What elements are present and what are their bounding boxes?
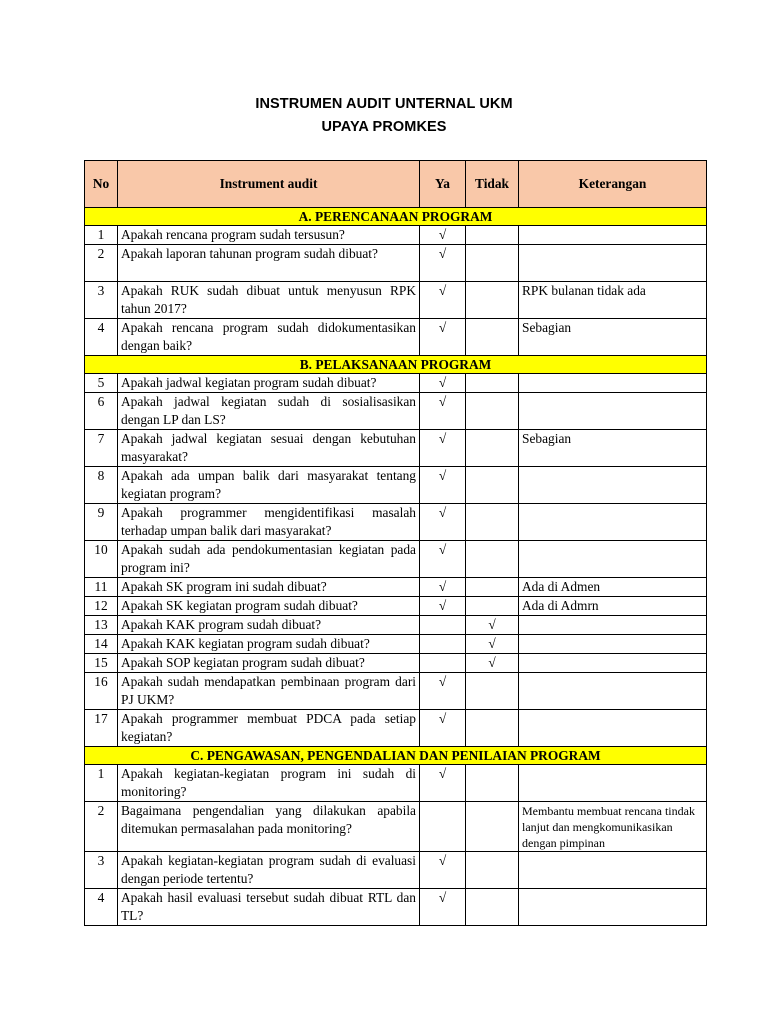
table-row [85,430,707,467]
row-keterangan [519,541,707,578]
row-ya-check: √ [420,597,466,616]
row-keterangan [519,852,707,889]
row-keterangan [519,226,707,245]
header-no: No [85,161,118,208]
row-number: 2 [85,802,118,852]
row-tidak-check [466,710,519,747]
row-tidak-check [466,765,519,802]
audit-table [84,160,707,926]
row-question: Apakah hasil evaluasi tersebut sudah dibuat RTL dan TL? [118,889,420,926]
row-question: Apakah KAK program sudah dibuat? [118,616,420,635]
table-header-row [85,161,707,208]
table-row [85,245,707,282]
row-keterangan [519,635,707,654]
table-row [85,802,707,852]
row-number: 10 [85,541,118,578]
row-tidak-check [466,282,519,319]
row-question: Apakah jadwal kegiatan sesuai dengan kebutuhan masyarakat? [118,430,420,467]
row-number: 3 [85,282,118,319]
table-row [85,710,707,747]
row-number: 16 [85,673,118,710]
table-row [85,852,707,889]
row-ya-check: √ [420,467,466,504]
row-number: 15 [85,654,118,673]
row-number: 11 [85,578,118,597]
row-question: Apakah RUK sudah dibuat untuk menyusun RPK tahun 2017? [118,282,420,319]
table-row [85,541,707,578]
row-tidak-check [466,226,519,245]
row-number: 4 [85,889,118,926]
row-keterangan [519,393,707,430]
table-row [85,226,707,245]
document-subtitle: UPAYA PROMKES [321,119,447,135]
header-tidak: Tidak [466,161,519,208]
row-number: 8 [85,467,118,504]
row-number: 14 [85,635,118,654]
row-question: Apakah sudah mendapatkan pembinaan program dari PJ UKM? [118,673,420,710]
row-ya-check: √ [420,710,466,747]
header-keterangan: Keterangan [519,161,707,208]
table-row [85,504,707,541]
row-tidak-check: √ [466,616,519,635]
section-header-row [85,356,707,374]
row-tidak-check [466,541,519,578]
section-title: C. PENGAWASAN, PENGENDALIAN DAN PENILAIAN PROGRAM [85,747,707,765]
row-ya-check: √ [420,374,466,393]
row-keterangan: Sebagian [519,430,707,467]
row-tidak-check [466,467,519,504]
row-number: 13 [85,616,118,635]
row-question: Apakah kegiatan-kegiatan program sudah di evaluasi dengan periode tertentu? [118,852,420,889]
row-number: 9 [85,504,118,541]
row-keterangan [519,374,707,393]
row-number: 3 [85,852,118,889]
row-ya-check: √ [420,226,466,245]
row-question: Apakah ada umpan balik dari masyarakat tentang kegiatan program? [118,467,420,504]
row-tidak-check [466,889,519,926]
row-keterangan [519,616,707,635]
table-row [85,319,707,356]
row-question: Apakah jadwal kegiatan sudah di sosialisasikan dengan LP dan LS? [118,393,420,430]
row-ya-check: √ [420,282,466,319]
table-row [85,374,707,393]
row-tidak-check [466,802,519,852]
row-tidak-check [466,504,519,541]
table-row [85,578,707,597]
table-row [85,635,707,654]
table-row [85,393,707,430]
row-tidak-check [466,319,519,356]
row-tidak-check [466,852,519,889]
row-ya-check: √ [420,578,466,597]
row-tidak-check [466,597,519,616]
table-row [85,654,707,673]
row-keterangan [519,710,707,747]
table-row [85,467,707,504]
row-question: Apakah SOP kegiatan program sudah dibuat? [118,654,420,673]
row-question: Apakah sudah ada pendokumentasian kegiatan pada program ini? [118,541,420,578]
row-question: Apakah programmer membuat PDCA pada setiap kegiatan? [118,710,420,747]
row-question: Apakah KAK kegiatan program sudah dibuat? [118,635,420,654]
row-ya-check [420,635,466,654]
section-header-row [85,747,707,765]
row-question: Apakah laporan tahunan program sudah dibuat? [118,245,420,282]
row-ya-check: √ [420,765,466,802]
row-ya-check: √ [420,541,466,578]
row-keterangan: Ada di Admen [519,578,707,597]
row-number: 7 [85,430,118,467]
row-number: 4 [85,319,118,356]
row-keterangan: Sebagian [519,319,707,356]
row-keterangan [519,673,707,710]
row-question: Bagaimana pengendalian yang dilakukan apabila ditemukan permasalahan pada monitoring? [118,802,420,852]
row-number: 5 [85,374,118,393]
row-keterangan [519,654,707,673]
row-ya-check [420,802,466,852]
row-number: 2 [85,245,118,282]
row-keterangan: Membantu membuat rencana tindak lanjut dan mengkomunikasikan dengan pimpinan [519,802,707,852]
document-title: INSTRUMEN AUDIT UNTERNAL UKM [255,96,513,112]
section-header-row [85,208,707,226]
row-tidak-check: √ [466,635,519,654]
row-tidak-check [466,245,519,282]
row-tidak-check [466,393,519,430]
row-ya-check: √ [420,245,466,282]
row-question: Apakah rencana program sudah tersusun? [118,226,420,245]
row-question: Apakah kegiatan-kegiatan program ini sudah di monitoring? [118,765,420,802]
row-ya-check: √ [420,673,466,710]
header-instrument: Instrument audit [118,161,420,208]
row-ya-check: √ [420,889,466,926]
row-keterangan [519,467,707,504]
row-question: Apakah programmer mengidentifikasi masalah terhadap umpan balik dari masyarakat? [118,504,420,541]
row-tidak-check: √ [466,654,519,673]
row-number: 1 [85,765,118,802]
section-title: B. PELAKSANAAN PROGRAM [85,356,707,374]
row-number: 6 [85,393,118,430]
row-ya-check: √ [420,393,466,430]
row-keterangan [519,504,707,541]
row-question: Apakah rencana program sudah didokumentasikan dengan baik? [118,319,420,356]
table-row [85,889,707,926]
row-ya-check: √ [420,504,466,541]
row-question: Apakah SK kegiatan program sudah dibuat? [118,597,420,616]
row-ya-check [420,654,466,673]
row-tidak-check [466,430,519,467]
row-ya-check: √ [420,852,466,889]
row-tidak-check [466,374,519,393]
row-number: 12 [85,597,118,616]
row-question: Apakah jadwal kegiatan program sudah dibuat? [118,374,420,393]
row-number: 17 [85,710,118,747]
row-keterangan: RPK bulanan tidak ada [519,282,707,319]
row-number: 1 [85,226,118,245]
table-row [85,282,707,319]
table-row [85,673,707,710]
row-keterangan: Ada di Admrn [519,597,707,616]
row-question: Apakah SK program ini sudah dibuat? [118,578,420,597]
table-row [85,597,707,616]
table-row [85,616,707,635]
row-tidak-check [466,578,519,597]
table-row [85,765,707,802]
section-title: A. PERENCANAAN PROGRAM [85,208,707,226]
row-tidak-check [466,673,519,710]
row-ya-check: √ [420,319,466,356]
header-ya: Ya [420,161,466,208]
audit-table-body [85,208,707,926]
row-ya-check: √ [420,430,466,467]
row-ya-check [420,616,466,635]
row-keterangan [519,765,707,802]
row-keterangan [519,889,707,926]
row-keterangan [519,245,707,282]
